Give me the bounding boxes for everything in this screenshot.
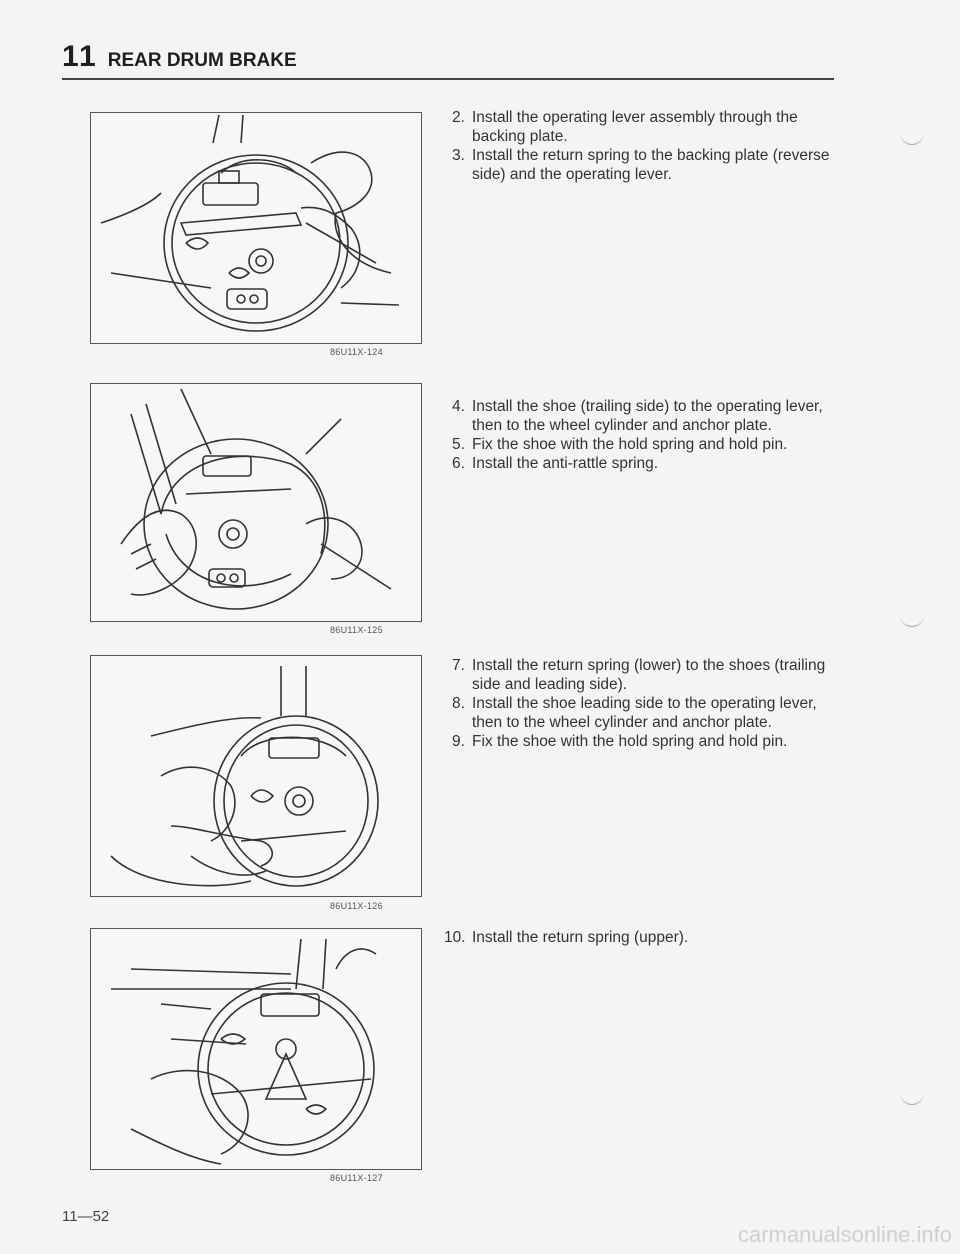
header-rule	[62, 78, 834, 80]
section-header	[62, 40, 297, 74]
figure-4	[90, 928, 422, 1170]
section-title: REAR DRUM BRAKE	[107, 50, 297, 71]
scan-mark	[900, 1090, 924, 1105]
step-item: 9. Fix the shoe with the hold spring and hold pin.	[452, 732, 836, 751]
section-number: 11	[62, 40, 98, 73]
scan-mark	[900, 130, 924, 145]
step-text: Install the shoe (trailing side) to the operating lever, then to the wheel cylinder and anchor plate.	[472, 398, 823, 434]
step-text: Install the shoe leading side to the operating lever, then to the wheel cylinder and anchor plate.	[472, 695, 817, 731]
watermark: carmanualsonline.info	[737, 1222, 952, 1247]
step-item: 5. Fix the shoe with the hold spring and hold pin.	[452, 435, 836, 454]
page-number: 11—52	[62, 1208, 110, 1225]
step-text: Fix the shoe with the hold spring and hold pin.	[472, 733, 788, 750]
figure-4-caption: 86U11X-127	[330, 1173, 383, 1183]
figure-1-caption: 86U11X-124	[330, 347, 383, 357]
step-item: 3. Install the return spring to the backing plate (reverse side) and the operating lever.	[452, 146, 836, 184]
figure-3-illustration	[91, 656, 421, 896]
figure-4-illustration	[91, 929, 421, 1169]
step-text: Install the operating lever assembly through the backing plate.	[472, 109, 798, 145]
step-text: Install the return spring to the backing plate (reverse side) and the operating lever.	[472, 147, 830, 183]
figure-3	[90, 655, 422, 897]
step-item: 4. Install the shoe (trailing side) to the operating lever, then to the wheel cylinder and anchor plate.	[452, 397, 836, 435]
step-group-4	[444, 928, 828, 947]
scan-mark	[900, 612, 924, 627]
step-group-1	[452, 108, 836, 184]
step-item: 6. Install the anti-rattle spring.	[452, 454, 836, 473]
step-item: 10. Install the return spring (upper).	[444, 928, 828, 947]
step-item: 7. Install the return spring (lower) to the shoes (trailing side and leading side).	[452, 656, 836, 694]
figure-2-caption: 86U11X-125	[330, 625, 383, 635]
step-group-2	[452, 397, 836, 473]
figure-2	[90, 383, 422, 622]
figure-1-illustration	[91, 113, 421, 343]
step-text: Install the anti-rattle spring.	[472, 455, 659, 472]
step-item: 2. Install the operating lever assembly through the backing plate.	[452, 108, 836, 146]
step-item: 8. Install the shoe leading side to the operating lever, then to the wheel cylinder and anchor plate.	[452, 694, 836, 732]
step-text: Install the return spring (lower) to the shoes (trailing side and leading side).	[472, 657, 826, 693]
step-text: Install the return spring (upper).	[472, 929, 689, 946]
figure-3-caption: 86U11X-126	[330, 901, 383, 911]
figure-1	[90, 112, 422, 344]
figure-2-illustration	[91, 384, 421, 621]
step-text: Fix the shoe with the hold spring and hold pin.	[472, 436, 788, 453]
step-group-3	[452, 656, 836, 751]
